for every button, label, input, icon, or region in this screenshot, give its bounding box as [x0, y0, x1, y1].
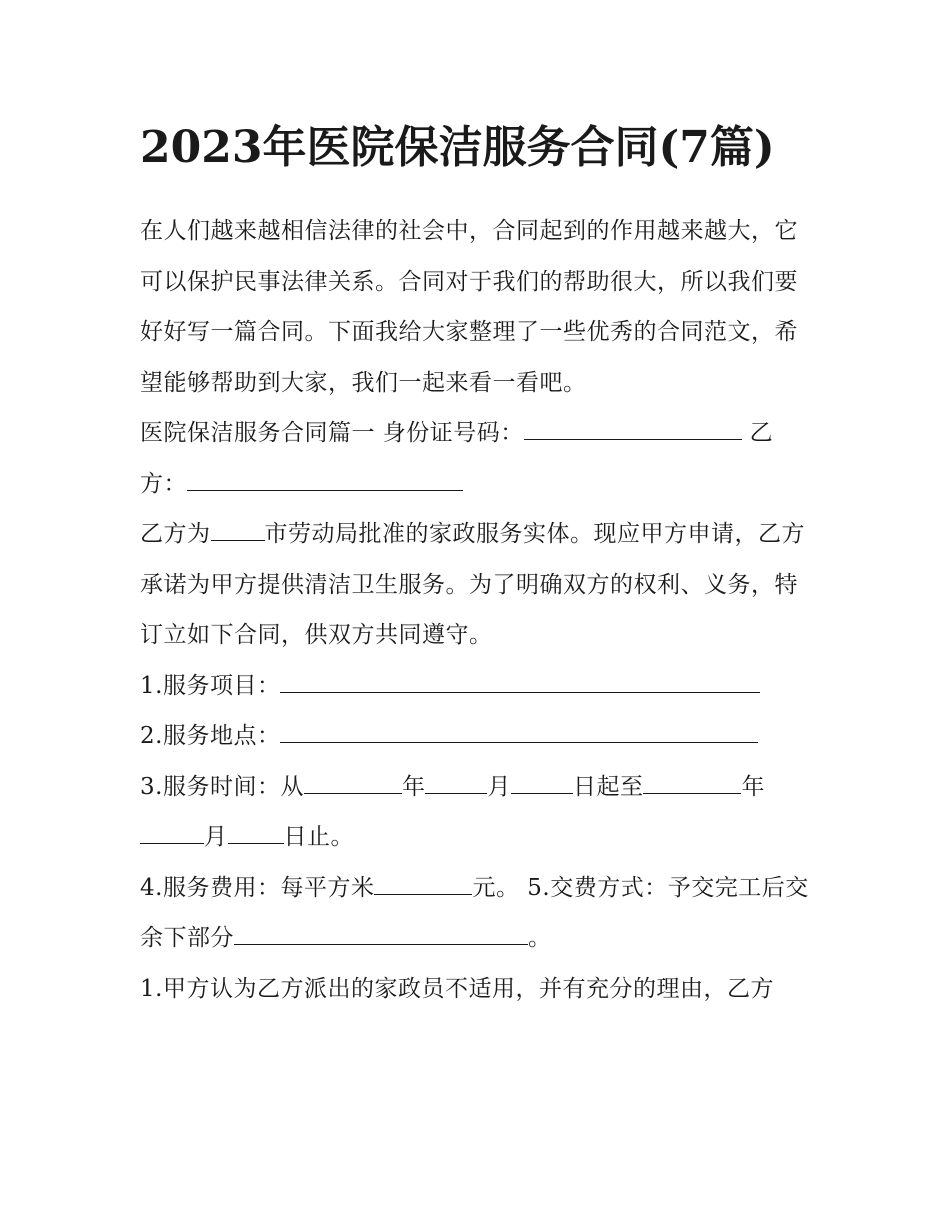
- statement-part1: 乙方为: [140, 521, 211, 547]
- end-day-blank: [228, 817, 284, 844]
- end-month-blank: [140, 817, 204, 844]
- party-paragraph: [140, 408, 820, 509]
- start-day-label: 日起至: [572, 773, 644, 800]
- party-b-label-2: 方：: [140, 470, 187, 497]
- service-fee-paragraph: [140, 863, 820, 964]
- service-location-blank: [280, 716, 758, 743]
- start-month-blank: [425, 767, 487, 794]
- document-page: [140, 112, 820, 1014]
- document-title: 2023年医院保洁服务合同(7篇): [140, 122, 775, 173]
- start-day-blank: [511, 767, 573, 794]
- fee-blank: [374, 868, 472, 895]
- fee-unit: 元。: [472, 874, 520, 901]
- payment-method: 5.交费方式：予交完工后交余下部分: [140, 874, 809, 951]
- id-number-blank: [524, 413, 742, 440]
- service-item-label: 1.服务项目：: [140, 672, 281, 699]
- party-b-label: 乙: [749, 420, 774, 446]
- start-year-blank: [304, 767, 402, 794]
- statement-part2: 市劳动局批准的家政服务实体。现应甲方申请，乙方承诺为甲方提供清洁卫生服务。为了明确双方的权利、义务，特订立如下合同，供双方共同遵守。: [140, 521, 805, 648]
- service-time-paragraph: [140, 762, 820, 863]
- statement-paragraph: [140, 509, 820, 661]
- payment-blank: [234, 918, 528, 945]
- intro-paragraph: 在人们越来越相信法律的社会中，合同起到的作用越来越大，它可以保护民事法律关系。合同对于我们的帮助很大，所以我们要好好写一篇合同。下面我给大家整理了一些优秀的合同范文，希望能够帮助到大家，我们一起来看一看吧。: [140, 218, 798, 396]
- party-b-blank: [187, 464, 463, 491]
- end-year-label: 年: [741, 773, 765, 800]
- service-time-prefix: 3.服务时间：从: [140, 773, 304, 800]
- end-year-blank: [643, 767, 741, 794]
- service-item-blank: [280, 666, 760, 693]
- service-location-label: 2.服务地点：: [140, 723, 281, 749]
- service-fee-prefix: 4.服务费用：每平方米: [140, 874, 375, 901]
- service-item-line: [140, 661, 820, 712]
- end-day-label: 日止。: [283, 824, 354, 850]
- start-year-label: 年: [401, 773, 426, 800]
- end-month-label: 月: [204, 824, 228, 850]
- section-title: 医院保洁服务合同篇一 身份证号码：: [140, 420, 524, 446]
- city-blank: [211, 514, 265, 541]
- clause-one: 1.甲方认为乙方派出的家政员不适用，并有充分的理由，乙方: [140, 975, 774, 1002]
- start-month-label: 月: [487, 773, 511, 800]
- payment-end: 。: [528, 925, 552, 951]
- service-location-line: [140, 711, 820, 762]
